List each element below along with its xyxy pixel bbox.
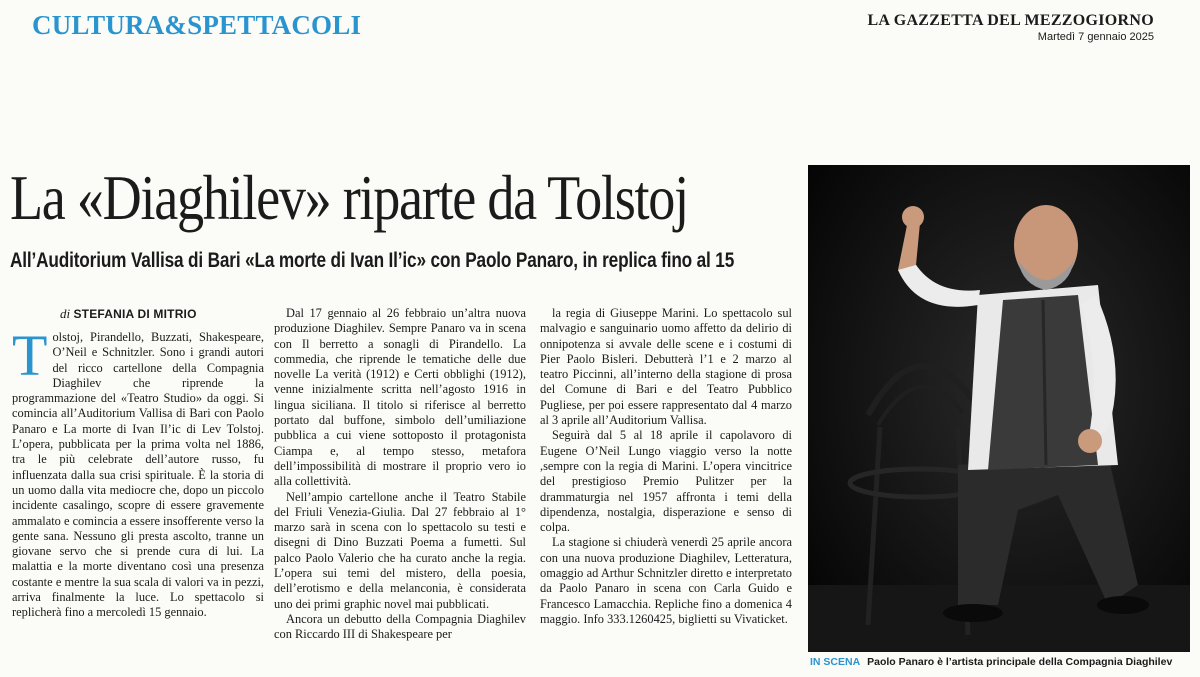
byline-prefix: di (60, 306, 71, 321)
article-subheadline: All’Auditorium Vallisa di Bari «La morte di Ivan Il’ic» con Paolo Panaro, in replica fino al 15 (10, 249, 735, 272)
article-column-2 (274, 306, 526, 643)
article-paragraph: Tolstoj, Pirandello, Buzzati, Shakespeare, O’Neil e Schnitzler. Sono i grandi autori del ricco cartellone della Compagnia Diaghilev che riprende la programmazione del «Teatro Studio» da oggi. Si comincia all’Auditorium Vallisa di Bari con Paolo Panaro e La morte di Ivan Il’ic di Lev Tolstoj. L’opera, pubblicata per la prima volta nel 1886, tra le più celebrate dell’autore russo, fu influenzata dalla sua crisi spirituale. È la storia di un uomo dalla vita mediocre che, dopo un piccolo incidente casalingo, scopre di essere gravemente ammalato e comincia a essere insofferente verso la gente sana. Nessuno gli presta ascolto, tranne un giovane servo che si prende cura di lui. La malattia e la morte diventano così una presenza costante e mentre la sua scala di valori va in pezzi, arriva finalmente la luce. Lo spettacolo si replicherà fino a mercoledì 15 gennaio. (12, 323, 264, 620)
article-paragraph: Dal 17 gennaio al 26 febbraio un’altra nuova produzione Diaghilev. Sempre Panaro va in scena con Il berretto a sonagli di Pirandello. La commedia, che riprende le tematiche delle due novelle La verità (1912) e Certi obblighi (1912), venne inizialmente scritta nell’agosto 1916 in lingua siciliana. Il titolo si riferisce al berretto portato dal buffone, simbolo dell’umiliazione pubblica a cui viene sottoposto il protagonista Ciampa e, al tempo stesso, metafora dell’impossibilità di mostrare il proprio vero io alla collettività. (274, 306, 526, 489)
byline (60, 306, 197, 322)
section-title: CULTURA&SPETTACOLI (32, 10, 362, 40)
photo-caption (810, 656, 1172, 668)
author-name: STEFANIA DI MITRIO (73, 307, 197, 321)
article-column-3 (540, 306, 792, 627)
drop-cap: T (12, 323, 48, 388)
caption-text: Paolo Panaro è l’artista principale della Compagnia Diaghilev (867, 656, 1173, 668)
stage-photo (808, 165, 1190, 652)
article-paragraph: Ancora un debutto della Compagnia Diaghilev con Riccardo III di Shakespeare per (274, 611, 526, 642)
article-paragraph: Seguirà dal 5 al 18 aprile il capolavoro di Eugene O’Neil Lungo viaggio verso la notte ,sempre con la regia di Marini. L’opera vincitrice del prestigioso Premio Pulitzer per la drammaturgia nel 1957 affronta i temi della dipendenza, nostalgia, disperazione e senso di colpa. (540, 428, 792, 535)
issue-date: Martedì 7 gennaio 2025 (1037, 31, 1154, 43)
actor-on-stage-image (808, 165, 1190, 652)
article-paragraph: la regia di Giuseppe Marini. Lo spettacolo sul malvagio e sanguinario uomo affetto da delirio di onnipotenza si avvale delle scene e i costumi di Pier Paolo Bisleri. Debutterà l’1 e 2 marzo al teatro Piccinni, all’interno della stagione di prosa del Comune di Bari e del Teatro Pubblico Pugliese, per poi essere rappresentato dal 4 marzo al 3 aprile all’Auditorium Vallisa. (540, 306, 792, 428)
article-column-1 (12, 323, 264, 621)
article-headline: La «Diaghilev» riparte da Tolstoj (10, 163, 688, 233)
masthead (867, 12, 1154, 43)
newspaper-name: LA GAZZETTA DEL MEZZOGIORNO (867, 12, 1154, 29)
article-paragraph: Nell’ampio cartellone anche il Teatro Stabile del Friuli Venezia-Giulia. Dal 27 febbraio al 1° marzo sarà in scena con lo spettacolo su testi e disegni di Dino Buzzati Poema a fumetti. Sul palco Paolo Valerio che ha curato anche la regia. L’opera sui temi del mistero, della poesia, dell’erotismo e della melanconia, è considerata uno dei primi graphic novel mai pubblicati. (274, 489, 526, 611)
caption-label: IN SCENA (810, 656, 861, 668)
article-paragraph: La stagione si chiuderà venerdì 25 aprile ancora con una nuova produzione Diaghilev, Letteratura, omaggio ad Arthur Schnitzler diretto e interpretato da Paolo Panaro in scena con Carla Guido e Francesco Lamacchia. Repliche fino a domenica 4 maggio. Info 333.1260425, biglietti su Vivaticket. (540, 535, 792, 626)
